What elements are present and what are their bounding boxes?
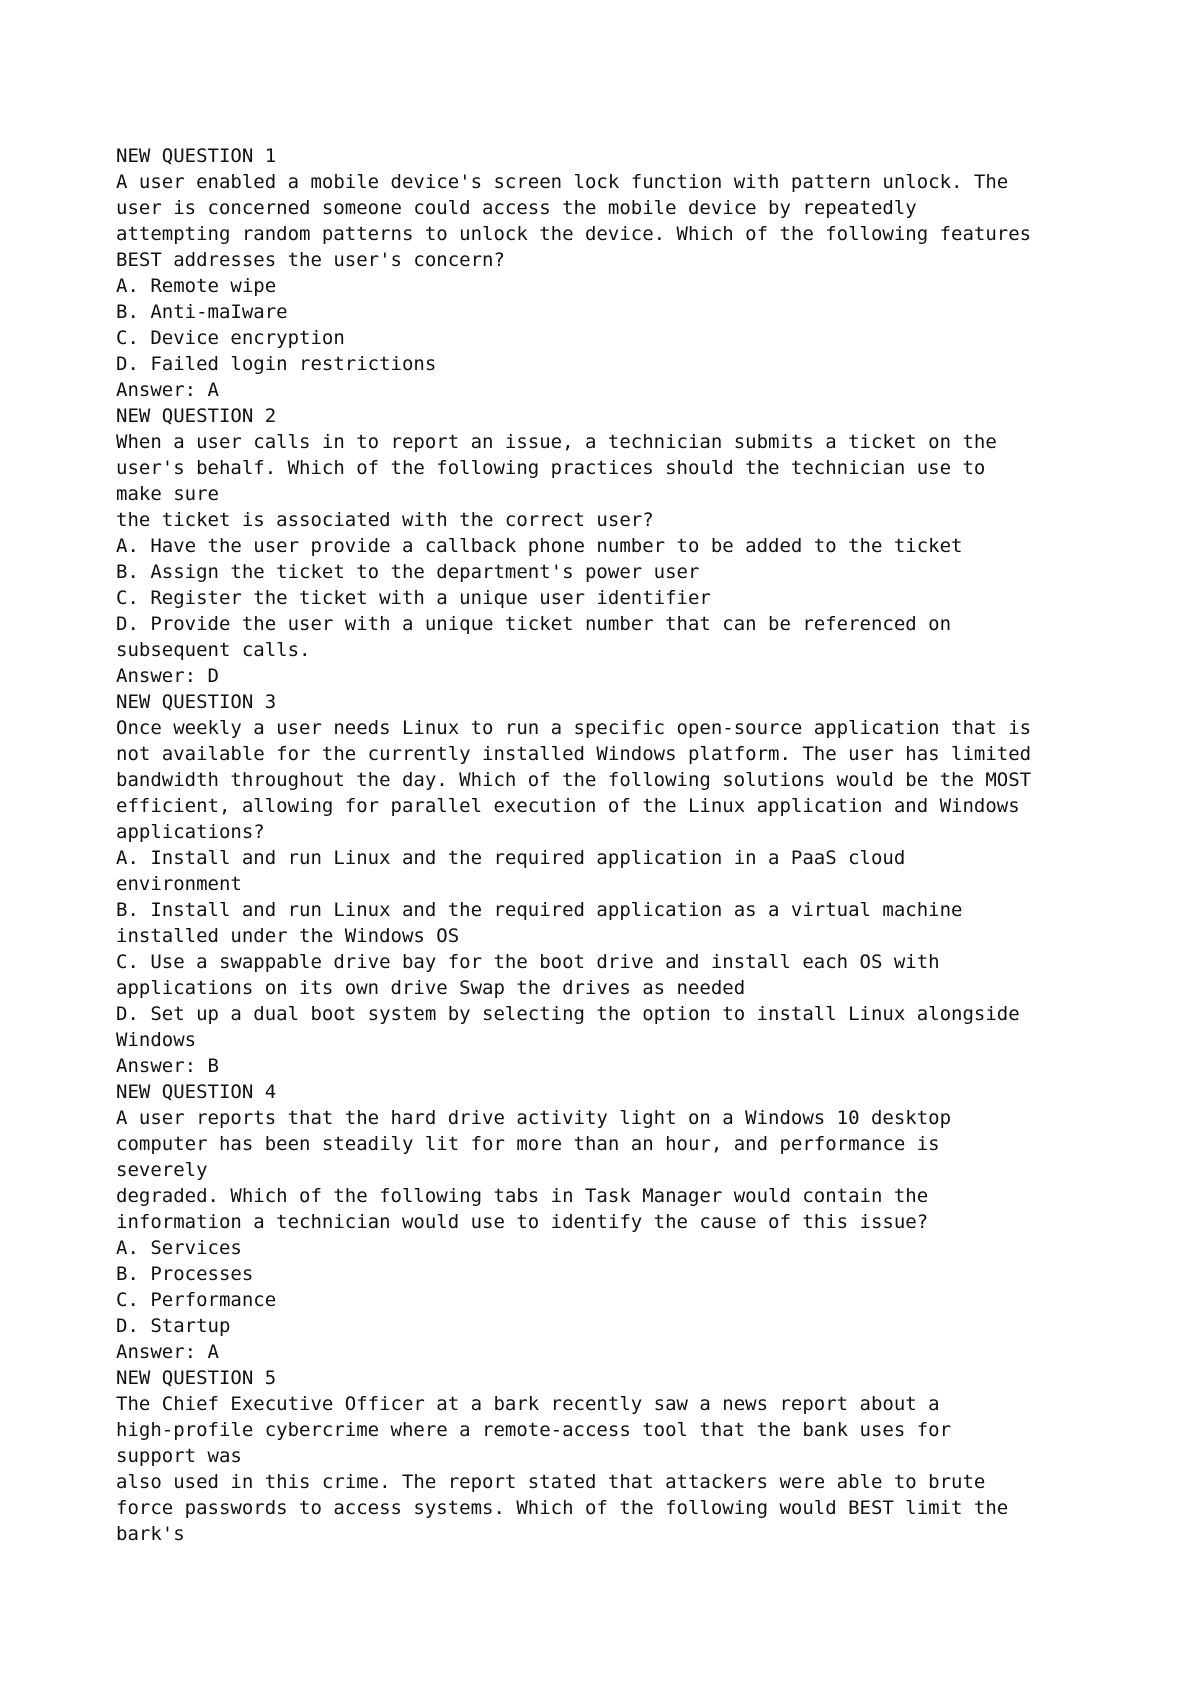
answer-option-line: D. Set up a dual boot system by selecting the option to install Linux alongside <box>116 1003 1020 1025</box>
question-text-line: applications? <box>116 821 265 843</box>
question-text-line: not available for the currently installed Windows platform. The user has limited <box>116 743 1032 765</box>
question-text-body <box>116 143 1116 1547</box>
question-text-line: force passwords to access systems. Which of the following would BEST limit the <box>116 1497 1009 1519</box>
question-text-line: make sure <box>116 483 219 505</box>
answer-option-line: B. Processes <box>116 1263 254 1285</box>
question-text-line: Once weekly a user needs Linux to run a specific open-source application that is <box>116 717 1032 739</box>
answer-option-line: B. Anti-maIware <box>116 301 288 323</box>
question-text-line: applications on its own drive Swap the drives as needed <box>116 977 746 999</box>
question-text-line: Windows <box>116 1029 197 1051</box>
question-text-line: also used in this crime. The report stated that attackers were able to brute <box>116 1471 986 1493</box>
answer-option-line: C. Use a swappable drive bay for the boot drive and install each OS with <box>116 951 940 973</box>
answer-option-line: C. Performance <box>116 1289 277 1311</box>
question-text-line: A user reports that the hard drive activity light on a Windows 10 desktop <box>116 1107 952 1129</box>
question-text-line: severely <box>116 1159 208 1181</box>
question-text-line: The Chief Executive Officer at a bark recently saw a news report about a <box>116 1393 940 1415</box>
question-heading: NEW QUESTION 3 <box>116 691 277 713</box>
question-text-line: subsequent calls. <box>116 639 311 661</box>
answer-line: Answer: A <box>116 1341 219 1363</box>
question-text-line: installed under the Windows OS <box>116 925 460 947</box>
question-heading: NEW QUESTION 5 <box>116 1367 277 1389</box>
answer-option-line: D. Failed login restrictions <box>116 353 437 375</box>
answer-option-line: A. Services <box>116 1237 242 1259</box>
answer-line: Answer: A <box>116 379 219 401</box>
answer-option-line: C. Register the ticket with a unique user identifier <box>116 587 711 609</box>
answer-option-line: A. Install and run Linux and the required application in a PaaS cloud <box>116 847 906 869</box>
question-text-line: user's behalf. Which of the following practices should the technician use to <box>116 457 986 479</box>
question-text-line: user is concerned someone could access the mobile device by repeatedly <box>116 197 917 219</box>
question-text-line: bark's <box>116 1523 185 1545</box>
question-text-line: information a technician would use to identify the cause of this issue? <box>116 1211 929 1233</box>
answer-option-line: D. Provide the user with a unique ticket number that can be referenced on <box>116 613 952 635</box>
question-text-line: attempting random patterns to unlock the device. Which of the following features <box>116 223 1032 245</box>
question-text-line: high-profile cybercrime where a remote-access tool that the bank uses for <box>116 1419 952 1441</box>
question-text-line: support was <box>116 1445 242 1467</box>
answer-option-line: B. Assign the ticket to the department's power user <box>116 561 700 583</box>
question-text-line: BEST addresses the user's concern? <box>116 249 505 271</box>
answer-line: Answer: D <box>116 665 219 687</box>
answer-option-line: C. Device encryption <box>116 327 345 349</box>
question-text-line: computer has been steadily lit for more than an hour, and performance is <box>116 1133 940 1155</box>
question-text-line: When a user calls in to report an issue, a technician submits a ticket on the <box>116 431 997 453</box>
answer-option-line: D. Startup <box>116 1315 231 1337</box>
question-text-line: the ticket is associated with the correct user? <box>116 509 654 531</box>
question-text-line: efficient, allowing for parallel execution of the Linux application and Windows <box>116 795 1020 817</box>
question-text-line: degraded. Which of the following tabs in Task Manager would contain the <box>116 1185 929 1207</box>
question-text-line: A user enabled a mobile device's screen lock function with pattern unlock. The <box>116 171 1009 193</box>
question-text-line: environment <box>116 873 242 895</box>
question-heading: NEW QUESTION 1 <box>116 145 277 167</box>
answer-line: Answer: B <box>116 1055 219 1077</box>
question-heading: NEW QUESTION 2 <box>116 405 277 427</box>
question-text-line: bandwidth throughout the day. Which of the following solutions would be the MOST <box>116 769 1032 791</box>
answer-option-line: B. Install and run Linux and the required application as a virtual machine <box>116 899 963 921</box>
answer-option-line: A. Have the user provide a callback phone number to be added to the ticket <box>116 535 963 557</box>
question-heading: NEW QUESTION 4 <box>116 1081 277 1103</box>
answer-option-line: A. Remote wipe <box>116 275 277 297</box>
